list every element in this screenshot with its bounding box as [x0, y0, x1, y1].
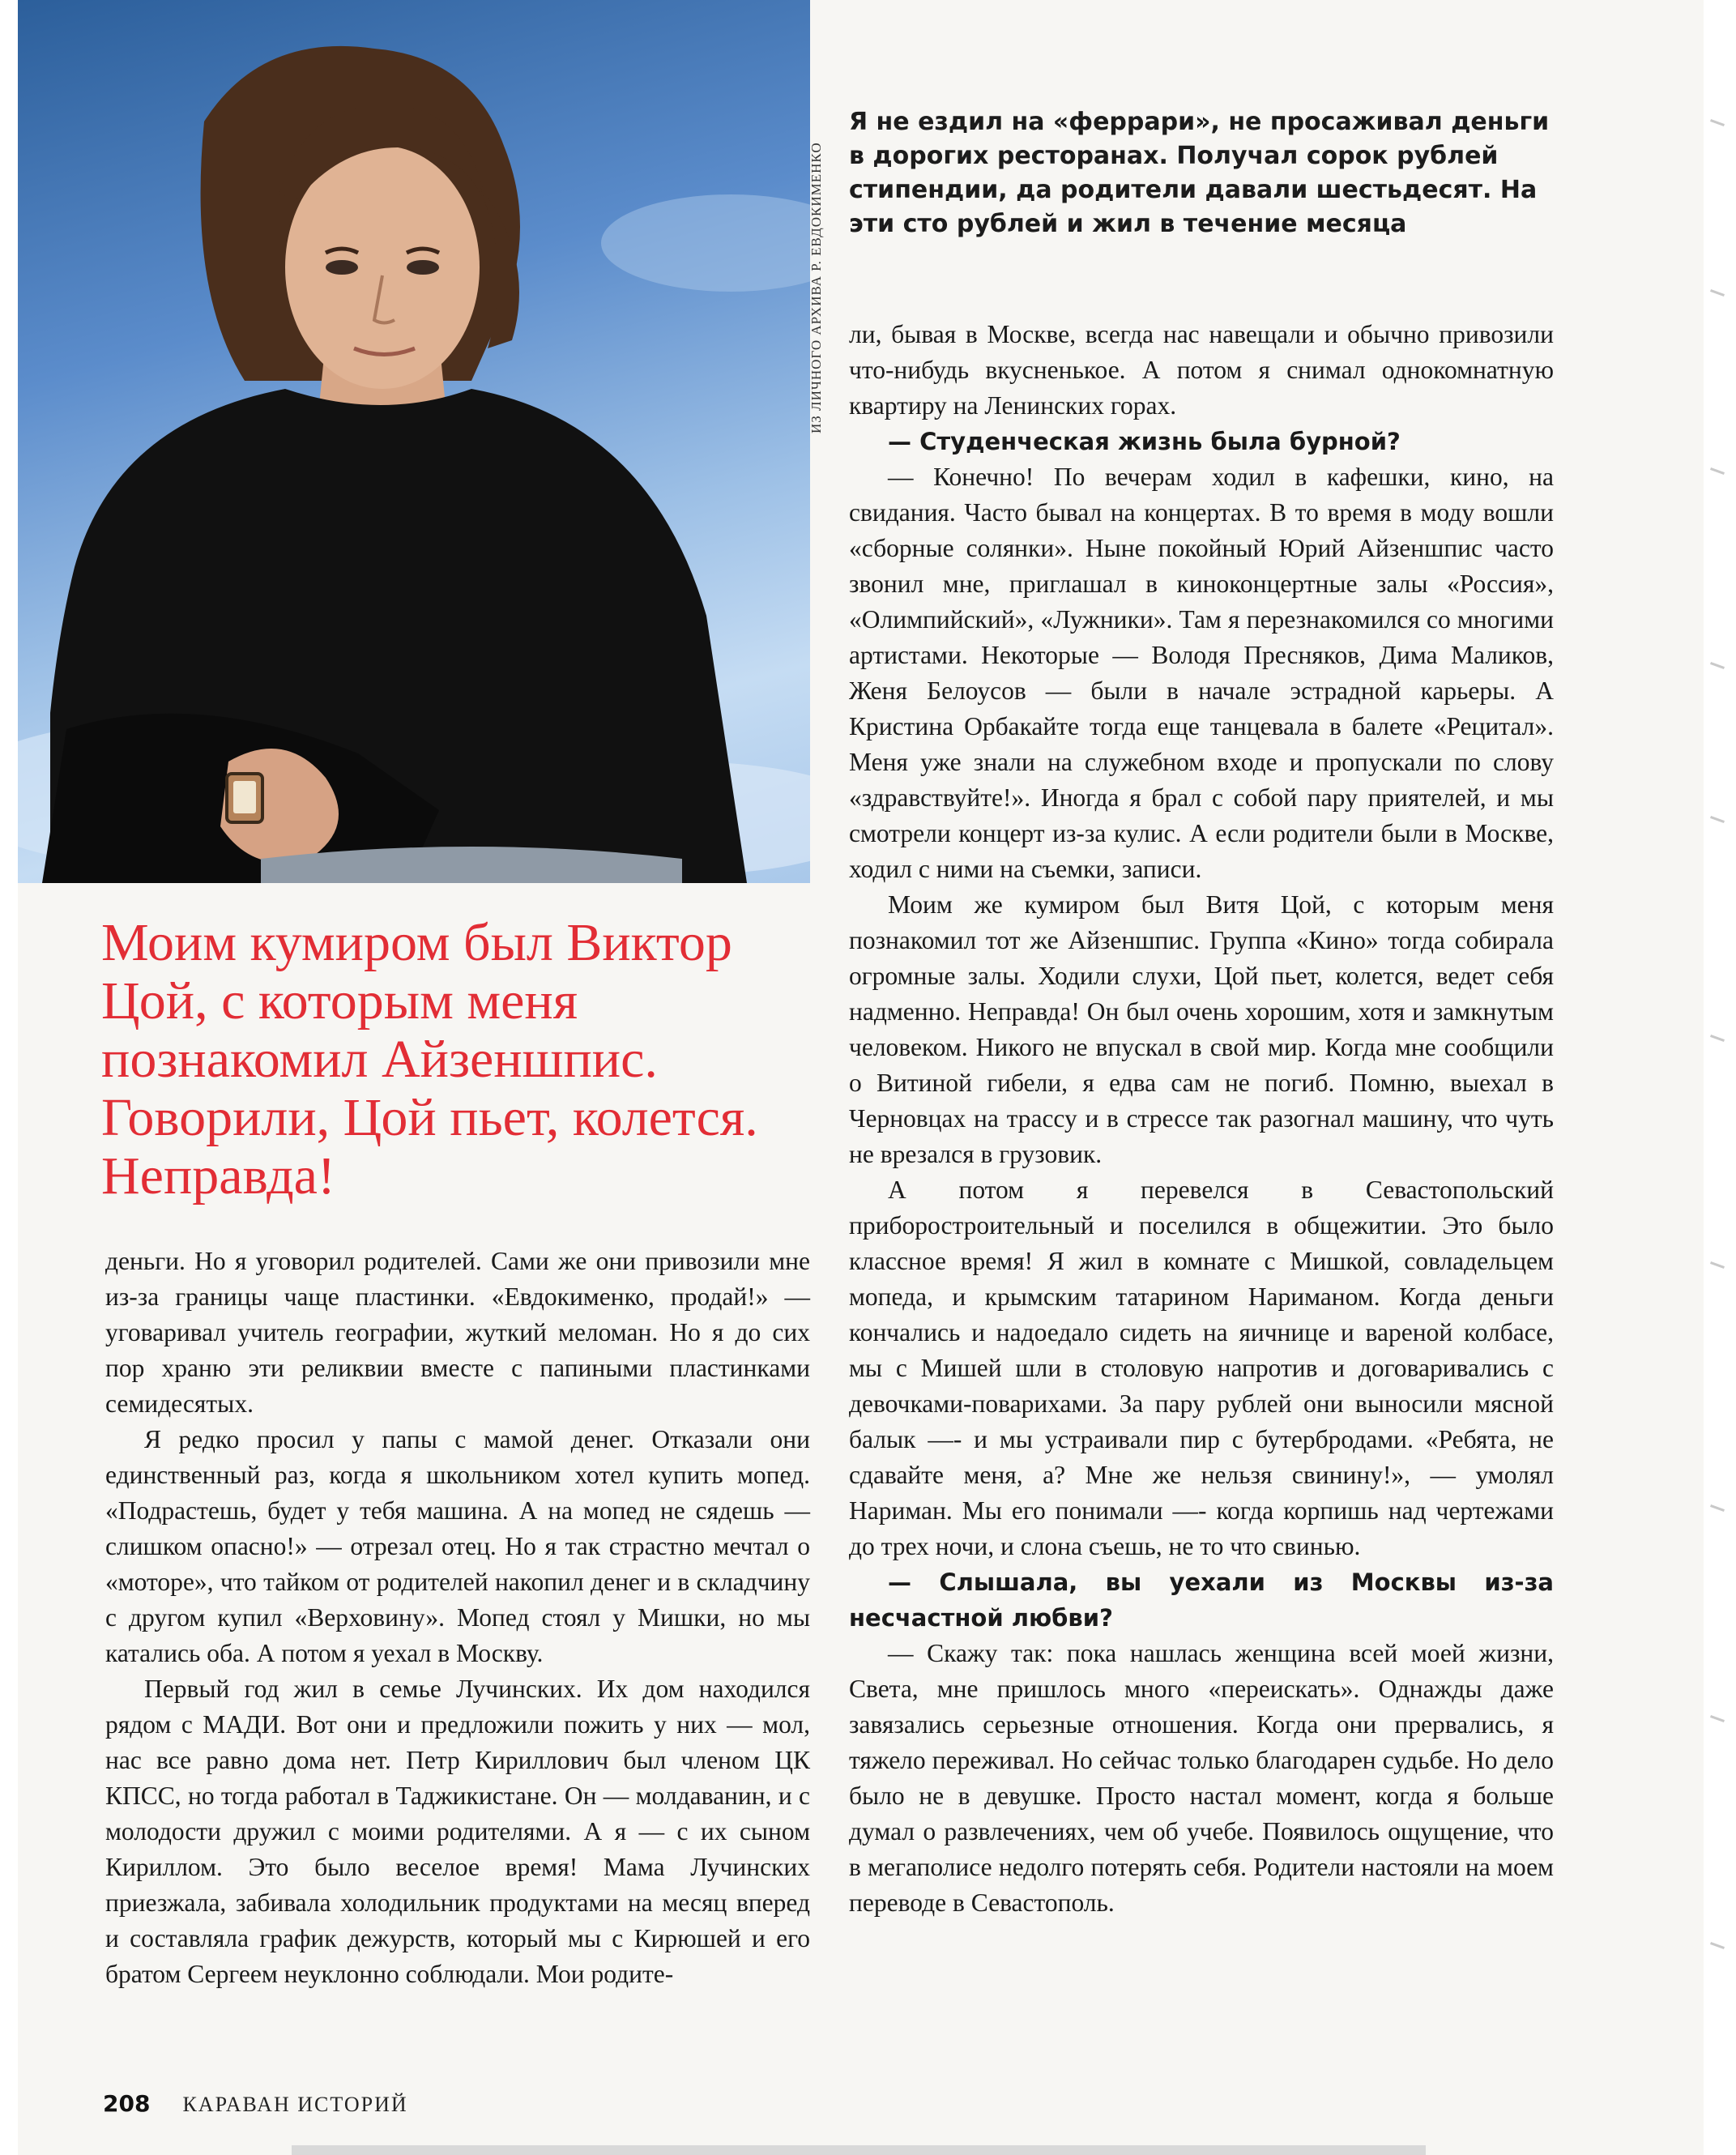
photo-credit: ИЗ ЛИЧНОГО АРХИВА Р. ЕВДОКИМЕНКО [808, 142, 824, 433]
headline-quote: Моим кумиром был Виктор Цой, с которым меня познакомил Айзеншпис. Говорили, Цой пьет, колется. Неправда! [101, 913, 758, 1206]
paragraph: ли, бывая в Москве, всегда нас навещали и обычно привозили что-нибудь вкусненькое. А потом я снимал однокомнатную квартиру на Ленинских горах. [849, 320, 1554, 420]
paragraph: — Скажу так: пока нашлась женщина всей моей жизни, Света, мне пришлось много «переискать». Однажды даже завязались серьезные отношения. Когда они прервались, я тяжело переживал. Но сейчас только благодарен судьбе. Но дело было не в девушке. Просто настал момент, когда я больше думал о развлечениях, чем об учебе. Появилось ощущение, что в мегаполисе недолго потерять себя. Родители настояли на моем переводе в Севастополь. [849, 1639, 1554, 1917]
magazine-name: КАРАВАН ИСТОРИЙ [182, 2093, 408, 2116]
page-left-margin [0, 0, 18, 2155]
page-footer [103, 2090, 408, 2117]
page-number: 208 [103, 2090, 151, 2117]
paragraph: А потом я перевелся в Севастопольский приборостроительный и поселился в общежитии. Это было классное время! Я жил в комнате с Мишкой, совладельцем мопеда, и крымским татарином Нариманом. Когда деньги кончались и надоедало сидеть на яичнице и вареной колбасе, мы с Мишей шли в столовую напротив и договаривались с девочками-поварихами. За пару рублей они выносили мясной балык —- и мы устраивали пир с бутербродами. «Ребята, не сдавайте меня, а? Мне же нельзя свинину!», — умолял Нариман. Мы его понимали —- когда корпишь над чертежами до трех ночи, и слона съешь, не то что свинью. [849, 1176, 1554, 1560]
portrait-photo [18, 0, 810, 883]
paragraph: — Конечно! По вечерам ходил в кафешки, кино, на свидания. Часто бывал на концертах. В то время в моду вошли «сборные солянки». Ныне покойный Юрий Айзеншпис часто звонил мне, приглашал в киноконцертные залы «Россия», «Олимпийский», «Лужники». Там я перезнакомился со многими артистами. Некоторые — Володя Пресняков, Дима Маликов, Женя Белоусов — были в начале эстрадной карьеры. А Кристина Орбакайте тогда еще танцевала в балете «Рецитал». Меня уже знали на служебном входе и пропускали по слову «здравствуйте!». Иногда я брал с собой пару приятелей, и мы смотрели концерт из-за кулис. А если родители были в Москве, ходил с ними на съемки, записи. [849, 463, 1554, 883]
page-right-margin [1704, 0, 1736, 2155]
left-column [105, 1244, 810, 1992]
interview-question: — Слышала, вы уехали из Москвы из-за несчастной любви? [849, 1568, 1554, 1632]
right-column [849, 317, 1554, 1921]
interview-question: — Студенческая жизнь была бурной? [888, 428, 1401, 455]
paragraph: Я редко просил у папы с мамой денег. Отказали они единственный раз, когда я школьником хотел купить мопед. «Подрастешь, будет у тебя машина. А на мопед не сядешь — слишком опасно!» — отрезал отец. Но я так страстно мечтал о «моторе», что тайком от родителей накопил денег и в складчину с другом купил «Верховину». Мопед стоял у Мишки, но мы катались оба. А потом я уехал в Москву. [105, 1425, 810, 1667]
pull-quote: Я не ездил на «феррари», не просаживал деньги в дорогих ресторанах. Получал сорок рублей стипендии, да родители давали шестьдесят. На эти сто рублей и жил в течение месяца [849, 108, 1550, 238]
paragraph: деньги. Но я уговорил родителей. Сами же они привозили мне из-за границы чаще пластинки. «Евдокименко, продай!» — уговаривал учитель географии, жуткий меломан. Но я до сих пор храню эти реликвии вместе с папиными пластинками семидесятых. [105, 1247, 810, 1418]
bottom-bleed [292, 2145, 1426, 2155]
paragraph: Моим же кумиром был Витя Цой, с которым меня познакомил тот же Айзеншпис. Группа «Кино» тогда собирала огромные залы. Ходили слухи, Цой пьет, колется, ведет себя надменно. Неправда! Он был очень хорошим, хотя и замкнутым человеком. Никого не впускал в свой мир. Когда мне сообщили о Витиной гибели, я едва сам не погиб. Помню, выехал в Черновцах на трассу и в стрессе так разогнал машину, что чуть не врезался в грузовик. [849, 890, 1554, 1168]
paragraph: Первый год жил в семье Лучинских. Их дом находился рядом с МАДИ. Вот они и предложили пожить у них — мол, нас все равно дома нет. Петр Кириллович был членом ЦК КПСС, но тогда работал в Таджикистане. Он — молдаванин, и с молодости дружил с моими родителями. А я — с их сыном Кириллом. Это было веселое время! Мама Лучинских приезжала, забивала холодильник продуктами на месяц вперед и составляла график дежурств, который мы с Кирюшей и его братом Сергеем неуклонно соблюдали. Мои родите- [105, 1675, 810, 1988]
